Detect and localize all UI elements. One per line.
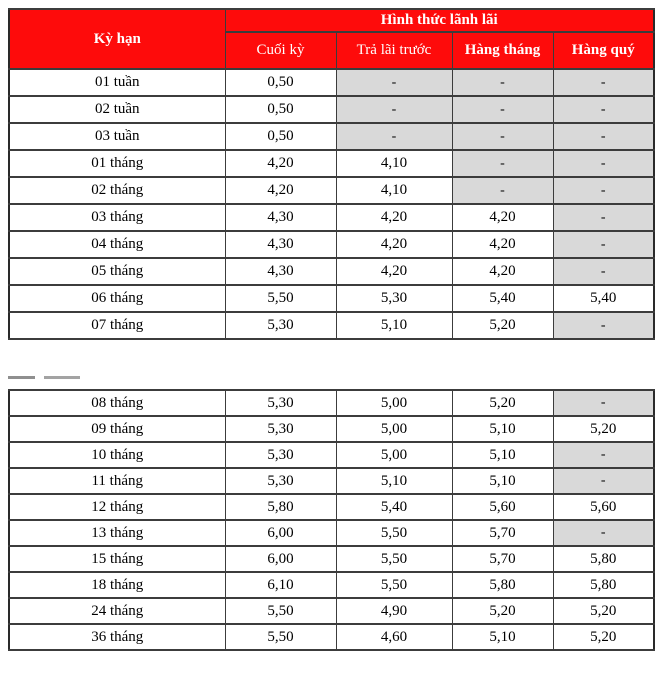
rate-cell: 5,80 (553, 572, 654, 598)
rate-cell: 4,90 (336, 598, 452, 624)
term-cell: 13 tháng (9, 520, 225, 546)
table-row (9, 204, 654, 231)
rate-cell: 0,50 (225, 69, 336, 96)
rate-rows-part1 (9, 69, 654, 339)
table-row (9, 150, 654, 177)
rate-cell: 4,10 (336, 177, 452, 204)
group-header-row (9, 9, 654, 32)
rate-cell: 5,30 (225, 312, 336, 339)
term-cell: 02 tuần (9, 96, 225, 123)
rate-cell: - (553, 123, 654, 150)
rate-cell: 5,20 (452, 598, 553, 624)
rate-cell: - (553, 520, 654, 546)
table-row (9, 231, 654, 258)
term-cell: 04 tháng (9, 231, 225, 258)
term-cell: 09 tháng (9, 416, 225, 442)
table-row (9, 258, 654, 285)
rate-cell: 5,40 (553, 285, 654, 312)
rate-cell: 5,50 (336, 520, 452, 546)
rate-cell: 6,00 (225, 520, 336, 546)
rate-cell: 5,00 (336, 416, 452, 442)
rate-cell: 5,60 (553, 494, 654, 520)
table-row (9, 546, 654, 572)
column-header-tra-lai-truoc: Trả lãi trước (336, 32, 452, 69)
rate-cell: - (553, 312, 654, 339)
rate-cell: - (553, 96, 654, 123)
rate-cell: 5,20 (452, 390, 553, 416)
rate-cell: - (553, 150, 654, 177)
term-cell: 01 tháng (9, 150, 225, 177)
term-cell: 01 tuần (9, 69, 225, 96)
rate-cell: - (553, 442, 654, 468)
term-cell: 11 tháng (9, 468, 225, 494)
column-header-hang-quy: Hàng quý (553, 32, 654, 69)
term-column-header: Kỳ hạn (9, 9, 225, 69)
rate-cell: - (336, 123, 452, 150)
table-row (9, 285, 654, 312)
table-row (9, 177, 654, 204)
rate-cell: 0,50 (225, 96, 336, 123)
term-cell: 24 tháng (9, 598, 225, 624)
rate-cell: 5,60 (452, 494, 553, 520)
rate-cell: 5,20 (553, 598, 654, 624)
table-row (9, 69, 654, 96)
term-cell: 18 tháng (9, 572, 225, 598)
clipped-text-mark (8, 376, 35, 379)
rate-cell: - (452, 96, 553, 123)
rate-cell: 4,20 (225, 177, 336, 204)
column-header-hang-thang: Hàng tháng (452, 32, 553, 69)
rate-cell: 4,20 (225, 150, 336, 177)
rate-cell: - (553, 69, 654, 96)
rate-cell: 5,80 (225, 494, 336, 520)
clipped-text-fragment (8, 374, 80, 382)
payout-method-group-header: Hình thức lãnh lãi (225, 9, 654, 32)
rate-cell: - (553, 177, 654, 204)
rate-cell: - (452, 150, 553, 177)
table-row (9, 494, 654, 520)
term-cell: 05 tháng (9, 258, 225, 285)
rate-cell: 4,20 (336, 231, 452, 258)
rate-table-part1 (8, 8, 655, 340)
rate-cell: - (336, 69, 452, 96)
rate-cell: - (553, 390, 654, 416)
rate-cell: - (452, 69, 553, 96)
rate-cell: 5,70 (452, 520, 553, 546)
rate-cell: 5,10 (336, 468, 452, 494)
term-cell: 07 tháng (9, 312, 225, 339)
rate-cell: 5,10 (452, 442, 553, 468)
rate-cell: 5,20 (553, 624, 654, 650)
rate-cell: 4,20 (336, 204, 452, 231)
table-row (9, 468, 654, 494)
term-cell: 08 tháng (9, 390, 225, 416)
column-header-cuoi-ky: Cuối kỳ (225, 32, 336, 69)
rate-cell: 5,50 (336, 546, 452, 572)
rate-table-part2 (8, 389, 655, 651)
table-row (9, 390, 654, 416)
table-row (9, 624, 654, 650)
rate-cell: 4,30 (225, 258, 336, 285)
rate-cell: 5,30 (225, 416, 336, 442)
rate-cell: 5,50 (225, 285, 336, 312)
rate-cell: 5,40 (452, 285, 553, 312)
rate-cell: 6,10 (225, 572, 336, 598)
rate-cell: 4,20 (452, 258, 553, 285)
rate-cell: 6,00 (225, 546, 336, 572)
table-row (9, 96, 654, 123)
rate-cell: - (553, 468, 654, 494)
rate-cell: 4,10 (336, 150, 452, 177)
term-cell: 02 tháng (9, 177, 225, 204)
rate-cell: 5,70 (452, 546, 553, 572)
table-row (9, 123, 654, 150)
table-row (9, 312, 654, 339)
rate-cell: 5,10 (452, 624, 553, 650)
term-cell: 06 tháng (9, 285, 225, 312)
rate-cell: - (452, 177, 553, 204)
rate-cell: 5,40 (336, 494, 452, 520)
rate-cell: 4,30 (225, 204, 336, 231)
table-row (9, 598, 654, 624)
term-cell: 03 tháng (9, 204, 225, 231)
rate-cell: 4,60 (336, 624, 452, 650)
term-cell: 03 tuần (9, 123, 225, 150)
rate-cell: 4,30 (225, 231, 336, 258)
rate-cell: 5,30 (225, 442, 336, 468)
rate-cell: 5,00 (336, 390, 452, 416)
rate-cell: 4,20 (452, 231, 553, 258)
term-cell: 36 tháng (9, 624, 225, 650)
rate-cell: 5,30 (225, 468, 336, 494)
rate-cell: - (553, 258, 654, 285)
rate-cell: 5,10 (452, 468, 553, 494)
rate-cell: - (336, 96, 452, 123)
rate-cell: 4,20 (452, 204, 553, 231)
term-cell: 10 tháng (9, 442, 225, 468)
rate-cell: - (452, 123, 553, 150)
rate-cell: 5,30 (336, 285, 452, 312)
table-row (9, 572, 654, 598)
rate-cell: 5,00 (336, 442, 452, 468)
rate-cell: 5,20 (452, 312, 553, 339)
table-row (9, 520, 654, 546)
rate-cell: 5,30 (225, 390, 336, 416)
rate-cell: 5,50 (336, 572, 452, 598)
table-row (9, 442, 654, 468)
rate-cell: 4,20 (336, 258, 452, 285)
clipped-text-mark (44, 376, 80, 379)
rate-cell: 5,50 (225, 624, 336, 650)
term-cell: 15 tháng (9, 546, 225, 572)
rate-cell: 5,10 (452, 416, 553, 442)
rate-cell: 5,80 (452, 572, 553, 598)
rate-cell: 0,50 (225, 123, 336, 150)
rate-cell: 5,50 (225, 598, 336, 624)
rate-cell: - (553, 231, 654, 258)
rate-cell: - (553, 204, 654, 231)
rate-cell: 5,80 (553, 546, 654, 572)
rate-cell: 5,10 (336, 312, 452, 339)
term-cell: 12 tháng (9, 494, 225, 520)
rate-rows-part2 (9, 390, 654, 650)
table-row (9, 416, 654, 442)
rate-cell: 5,20 (553, 416, 654, 442)
